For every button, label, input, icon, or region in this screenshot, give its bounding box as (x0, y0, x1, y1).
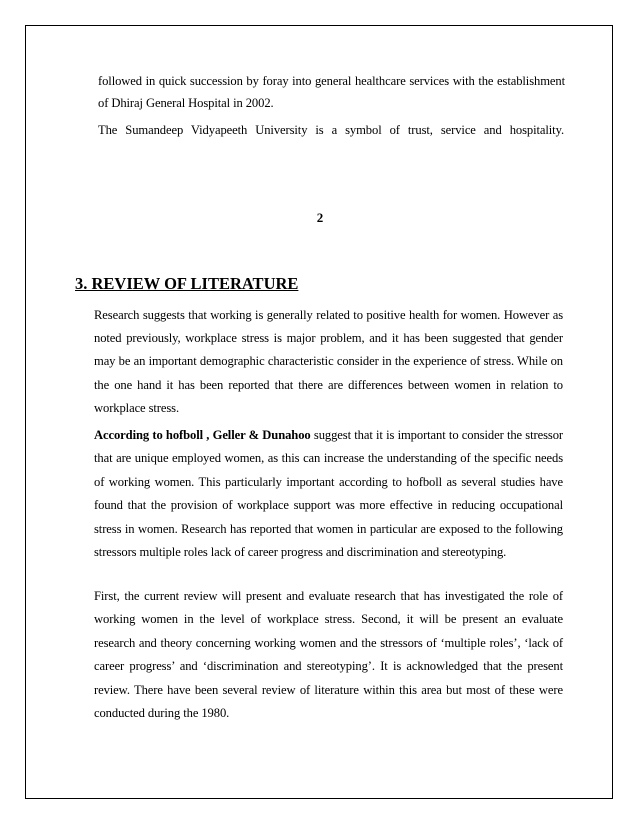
literature-paragraph-2 (94, 424, 563, 564)
continuation-paragraph: followed in quick succession by foray into general healthcare services with the establishment of Dhiraj General Hospital in 2002. (98, 74, 565, 110)
page-number: 2 (316, 210, 324, 225)
university-statement: The Sumandeep Vidyapeeth University is a symbol of trust, service and hospitality. (98, 123, 564, 137)
section-heading: 3. REVIEW OF LITERATURE (75, 274, 299, 293)
paragraph-2-body: suggest that it is important to consider the stressor that are unique employed women, as this can increase the understanding of the specific needs of working women. This particularly important according to hofboll as several studies have found that the provision of workplace support was more effective in reducing occupational stress in women. Research has reported that women in particular are exposed to the following stressors multiple roles lack of career progress and discrimination and stereotyping. (94, 428, 563, 560)
cited-authors: According to hofboll , Geller & Dunahoo (94, 428, 311, 442)
literature-paragraph-3: First, the current review will present and evaluate research that has investigated the role of working women in the level of workplace stress. Second, it will be present an evaluate research and theory concerning working women and the stressors of ‘multiple roles’, ‘lack of career progress’ and ‘discrimination and stereotyping’. It is acknowledged that the present review. There have been several review of literature within this area but most of these were conducted during the 1980. (94, 589, 563, 721)
literature-paragraph-1: Research suggests that working is generally related to positive health for women. However as noted previously, workplace stress is major problem, and it has been suggested that gender may be an important demographic characteristic consider in the experience of stress. While on the one hand it has been reported that there are differences between women in relation to workplace stress. (94, 308, 563, 415)
